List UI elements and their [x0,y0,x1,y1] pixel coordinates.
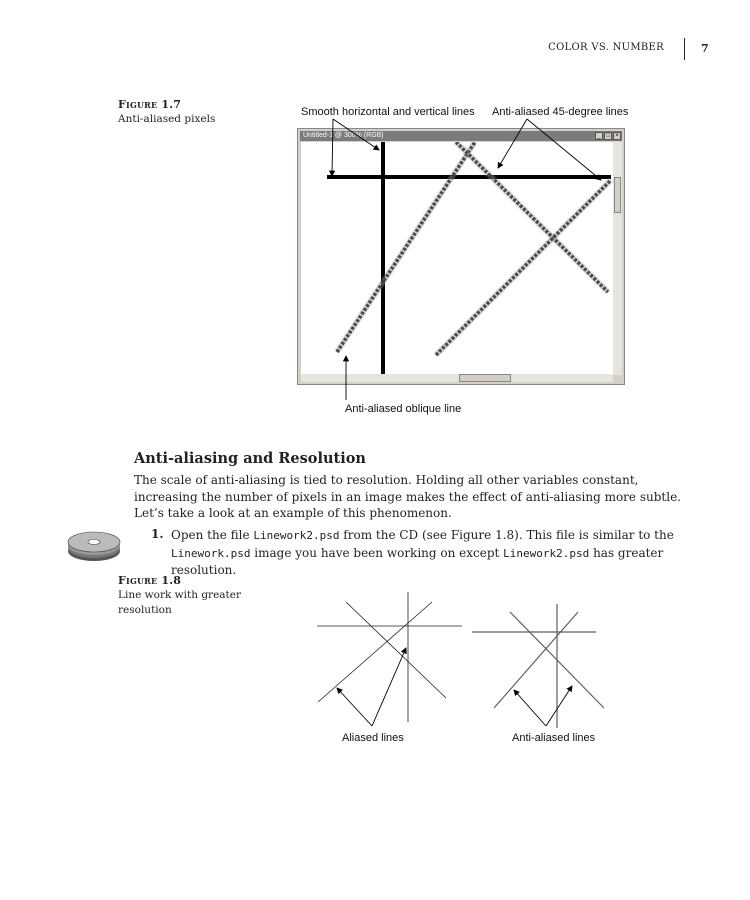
anti-aliased-lines-set [472,604,604,728]
window-title: Untitled-1 @ 300% (RGB) [303,132,384,139]
running-head-title: COLOR VS. NUMBER [548,42,664,53]
cd-icon [66,526,122,564]
callout-anti-aliased-45: Anti-aliased 45-degree lines [492,106,629,118]
maximize-icon[interactable]: □ [604,132,612,140]
figure-1-7-caption: Anti-aliased pixels [118,113,216,125]
callout-anti-aliased-oblique: Anti-aliased oblique line [345,403,462,415]
step-text: Open the file Linework2.psd from the CD (see Figure 1.8). This file is similar to the Linework.psd image you have been working on except Linework2.psd has greater resolution. [171,528,674,577]
section-heading: Anti-aliasing and Resolution [134,450,366,467]
callout-smooth-lines: Smooth horizontal and vertical lines [301,106,475,118]
filename-linework2-b: Linework2.psd [503,546,590,560]
aliased-lines-set [317,592,462,722]
page-number: 7 [701,42,709,55]
body-paragraph: The scale of anti-aliasing is tied to resolution. Holding all other variables constant, increasing the number of pixels in an image makes the effect of anti-aliasing more subtle. Let’s take a look at an example of this phenomenon. [134,473,681,520]
close-icon[interactable]: × [613,132,621,140]
figure-1-8-caption: Line work with greater resolution [118,589,242,616]
filename-linework2: Linework2.psd [253,529,340,542]
figure-1-8-label: Figure 1.8 [118,574,182,587]
figure-1-7-label: Figure 1.7 [118,98,182,111]
figure-1-8-drawing [300,590,650,750]
callout-anti-aliased-lines: Anti-aliased lines [512,732,596,744]
step-number: 1. [151,527,164,541]
filename-linework: Linework.psd [171,546,251,560]
callout-aliased-lines: Aliased lines [342,732,404,744]
minimize-icon[interactable]: _ [595,132,603,140]
